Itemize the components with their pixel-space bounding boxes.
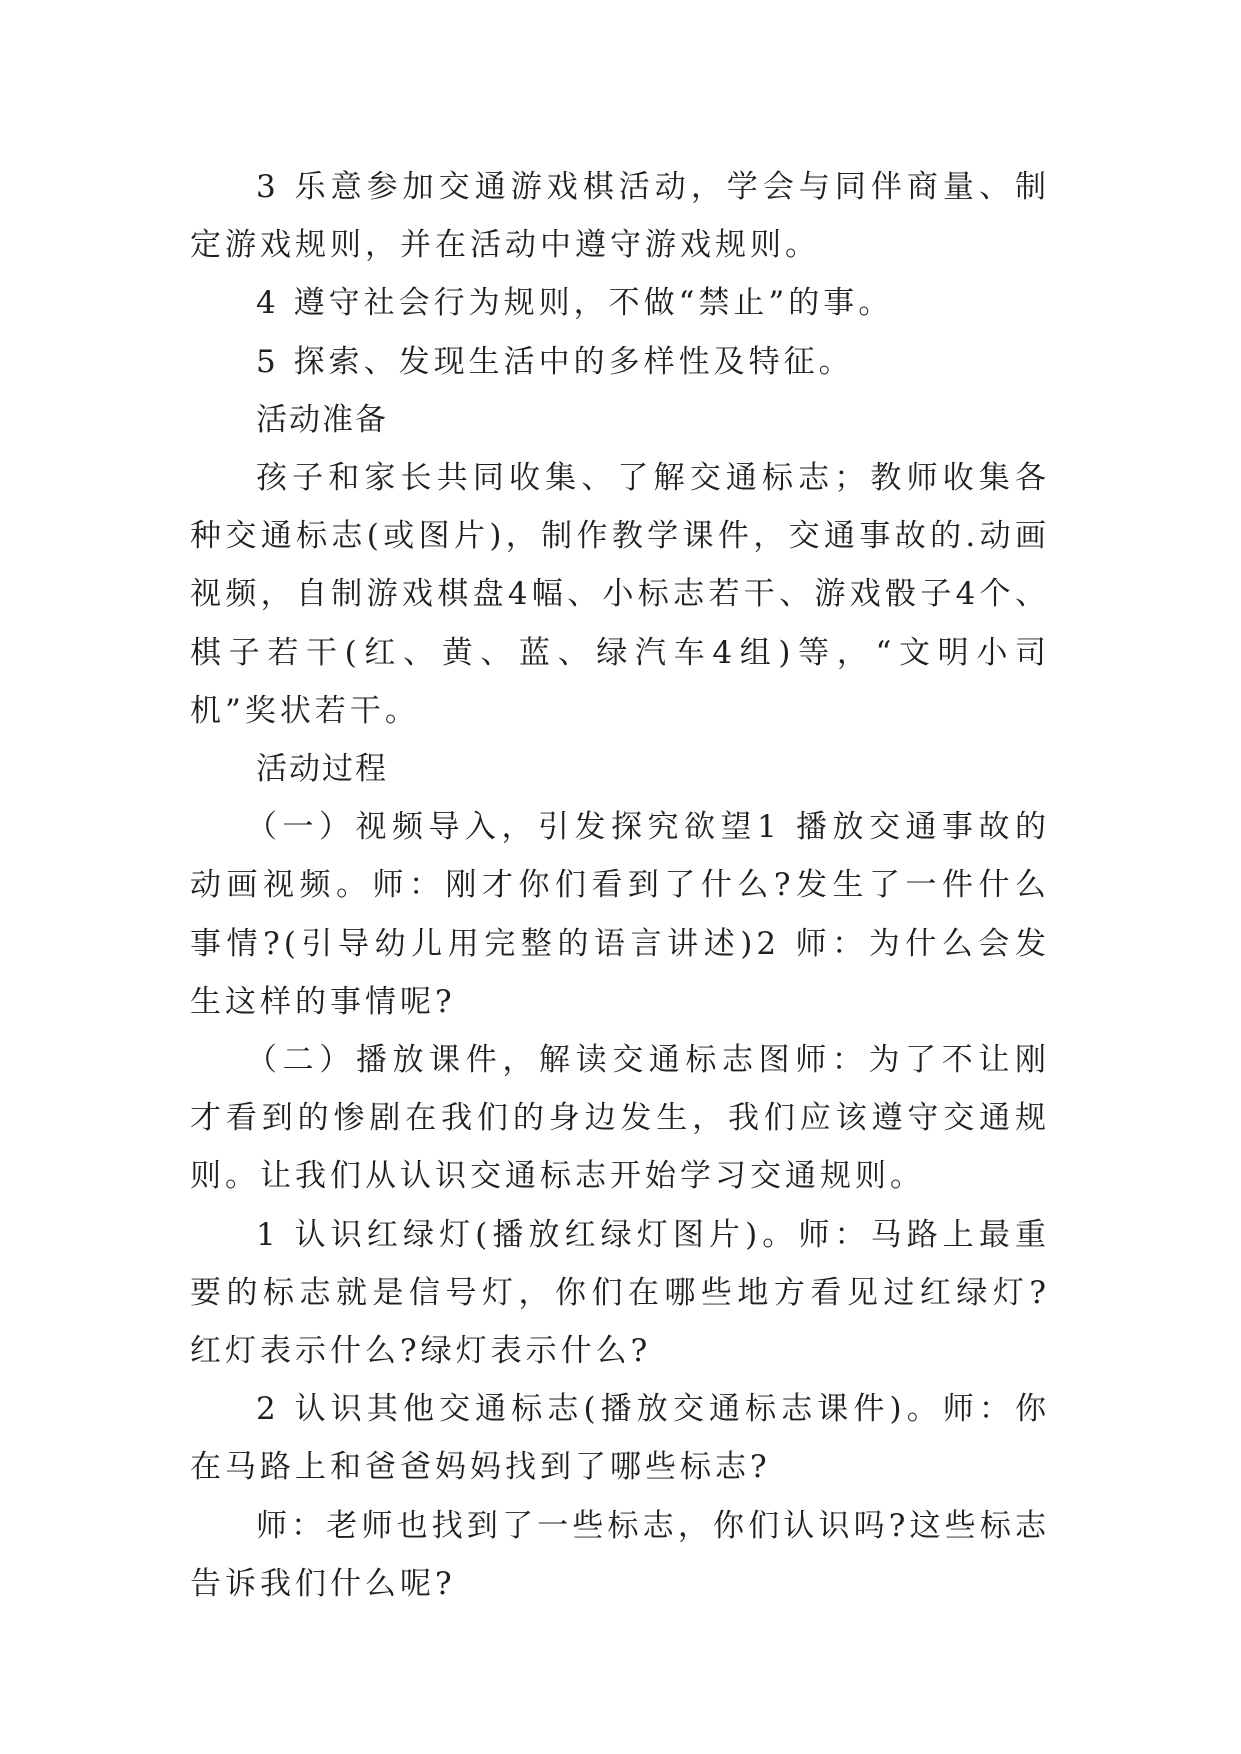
goal-5-paragraph: 5 探索、发现生活中的多样性及特征。: [256, 343, 854, 380]
teacher-question-paragraph: 师：老师也找到了一些标志，你们认识吗?这些标志告诉我们什么呢?: [190, 1507, 1050, 1602]
activity-process-heading: 活动过程: [256, 751, 388, 788]
document-body: [190, 158, 1050, 1613]
activity-preparation-paragraph: 孩子和家长共同收集、了解交通标志；教师收集各种交通标志(或图片)，制作教学课件，交通事故的.动画视频，自制游戏棋盘4幅、小标志若干、游戏骰子4个、棋子若干(红、黄、蓝、绿汽车4组)等，“文明小司机”奖状若干。: [190, 460, 1050, 729]
goal-3-paragraph: 3 乐意参加交通游戏棋活动，学会与同伴商量、制定游戏规则，并在活动中遵守游戏规则。: [190, 169, 1050, 264]
activity-preparation-heading: 活动准备: [256, 401, 388, 438]
traffic-light-paragraph: 1 认识红绿灯(播放红绿灯图片)。师：马路上最重要的标志就是信号灯，你们在哪些地方看见过红绿灯?红灯表示什么?绿灯表示什么?: [190, 1216, 1050, 1370]
process-step-1-paragraph: （一）视频导入，引发探究欲望1 播放交通事故的动画视频。师：刚才你们看到了什么?发生了一件什么事情?(引导幼儿用完整的语言讲述)2 师：为什么会发生这样的事情呢?: [190, 809, 1050, 1020]
process-step-2-paragraph: （二）播放课件，解读交通标志图师：为了不让刚才看到的惨剧在我们的身边发生，我们应该遵守交通规则。让我们从认识交通标志开始学习交通规则。: [190, 1042, 1050, 1195]
goal-4-paragraph: 4 遵守社会行为规则，不做“禁止”的事。: [256, 285, 894, 322]
other-signs-paragraph: 2 认识其他交通标志(播放交通标志课件)。师：你在马路上和爸爸妈妈找到了哪些标志?: [190, 1391, 1050, 1486]
